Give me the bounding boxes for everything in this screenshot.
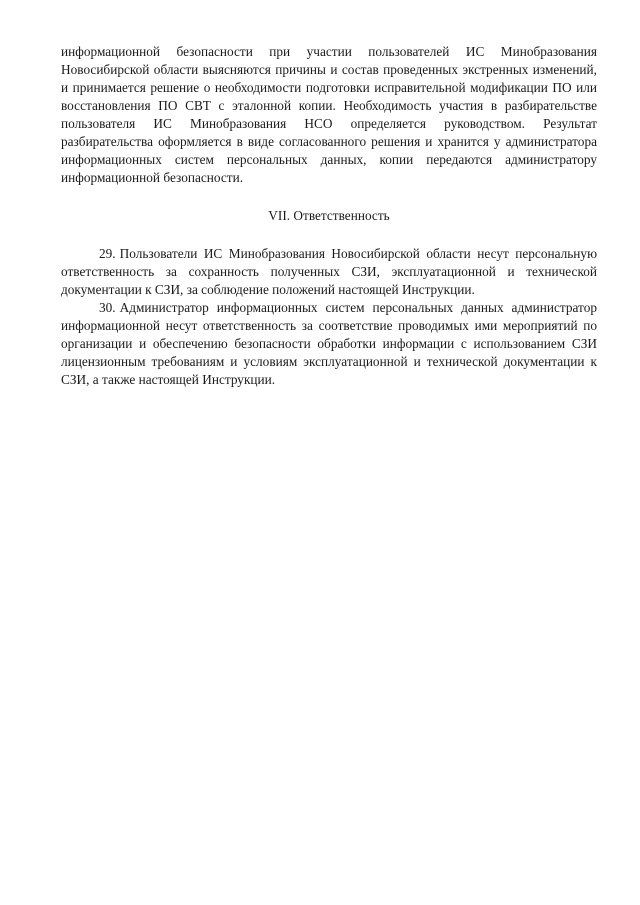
document-page [61, 43, 597, 389]
item-text: Пользователи ИС Минобразования Новосибирской области несут персональную ответственность за сохранность полученных СЗИ, эксплуатационной и технической документации к СЗИ, за соблюдение положений настоящей Инструкции. [61, 246, 597, 297]
intro-paragraph: информационной безопасности при участии пользователей ИС Минобразования Новосибирской области выясняются причины и состав проведенных экстренных изменений, и принимается решение о необходимости подготовки исправительной модификации ПО или восстановления ПО СВТ с эталонной копии. Необходимость участия в разбирательстве пользователя ИС Минобразования НСО определяется руководством. Результат разбирательства оформляется в виде согласованного решения и хранится у администратора информационных систем персональных данных, копии передаются администратору информационной безопасности. [61, 44, 597, 185]
item-number: 30. [99, 300, 116, 315]
list-item [61, 245, 597, 299]
list-item [61, 299, 597, 389]
item-text: Администратор информационных систем персональных данных администратор информационной несут ответственность за соответствие проводимых ими мероприятий по организации и обеспечению безопасности обработки информации с использованием СЗИ лицензионным требованиям и условиям эксплуатационной и технической документации к СЗИ, а также настоящей Инструкции. [61, 300, 597, 387]
item-number: 29. [99, 246, 116, 261]
section-title: VII. Ответственность [268, 208, 390, 223]
